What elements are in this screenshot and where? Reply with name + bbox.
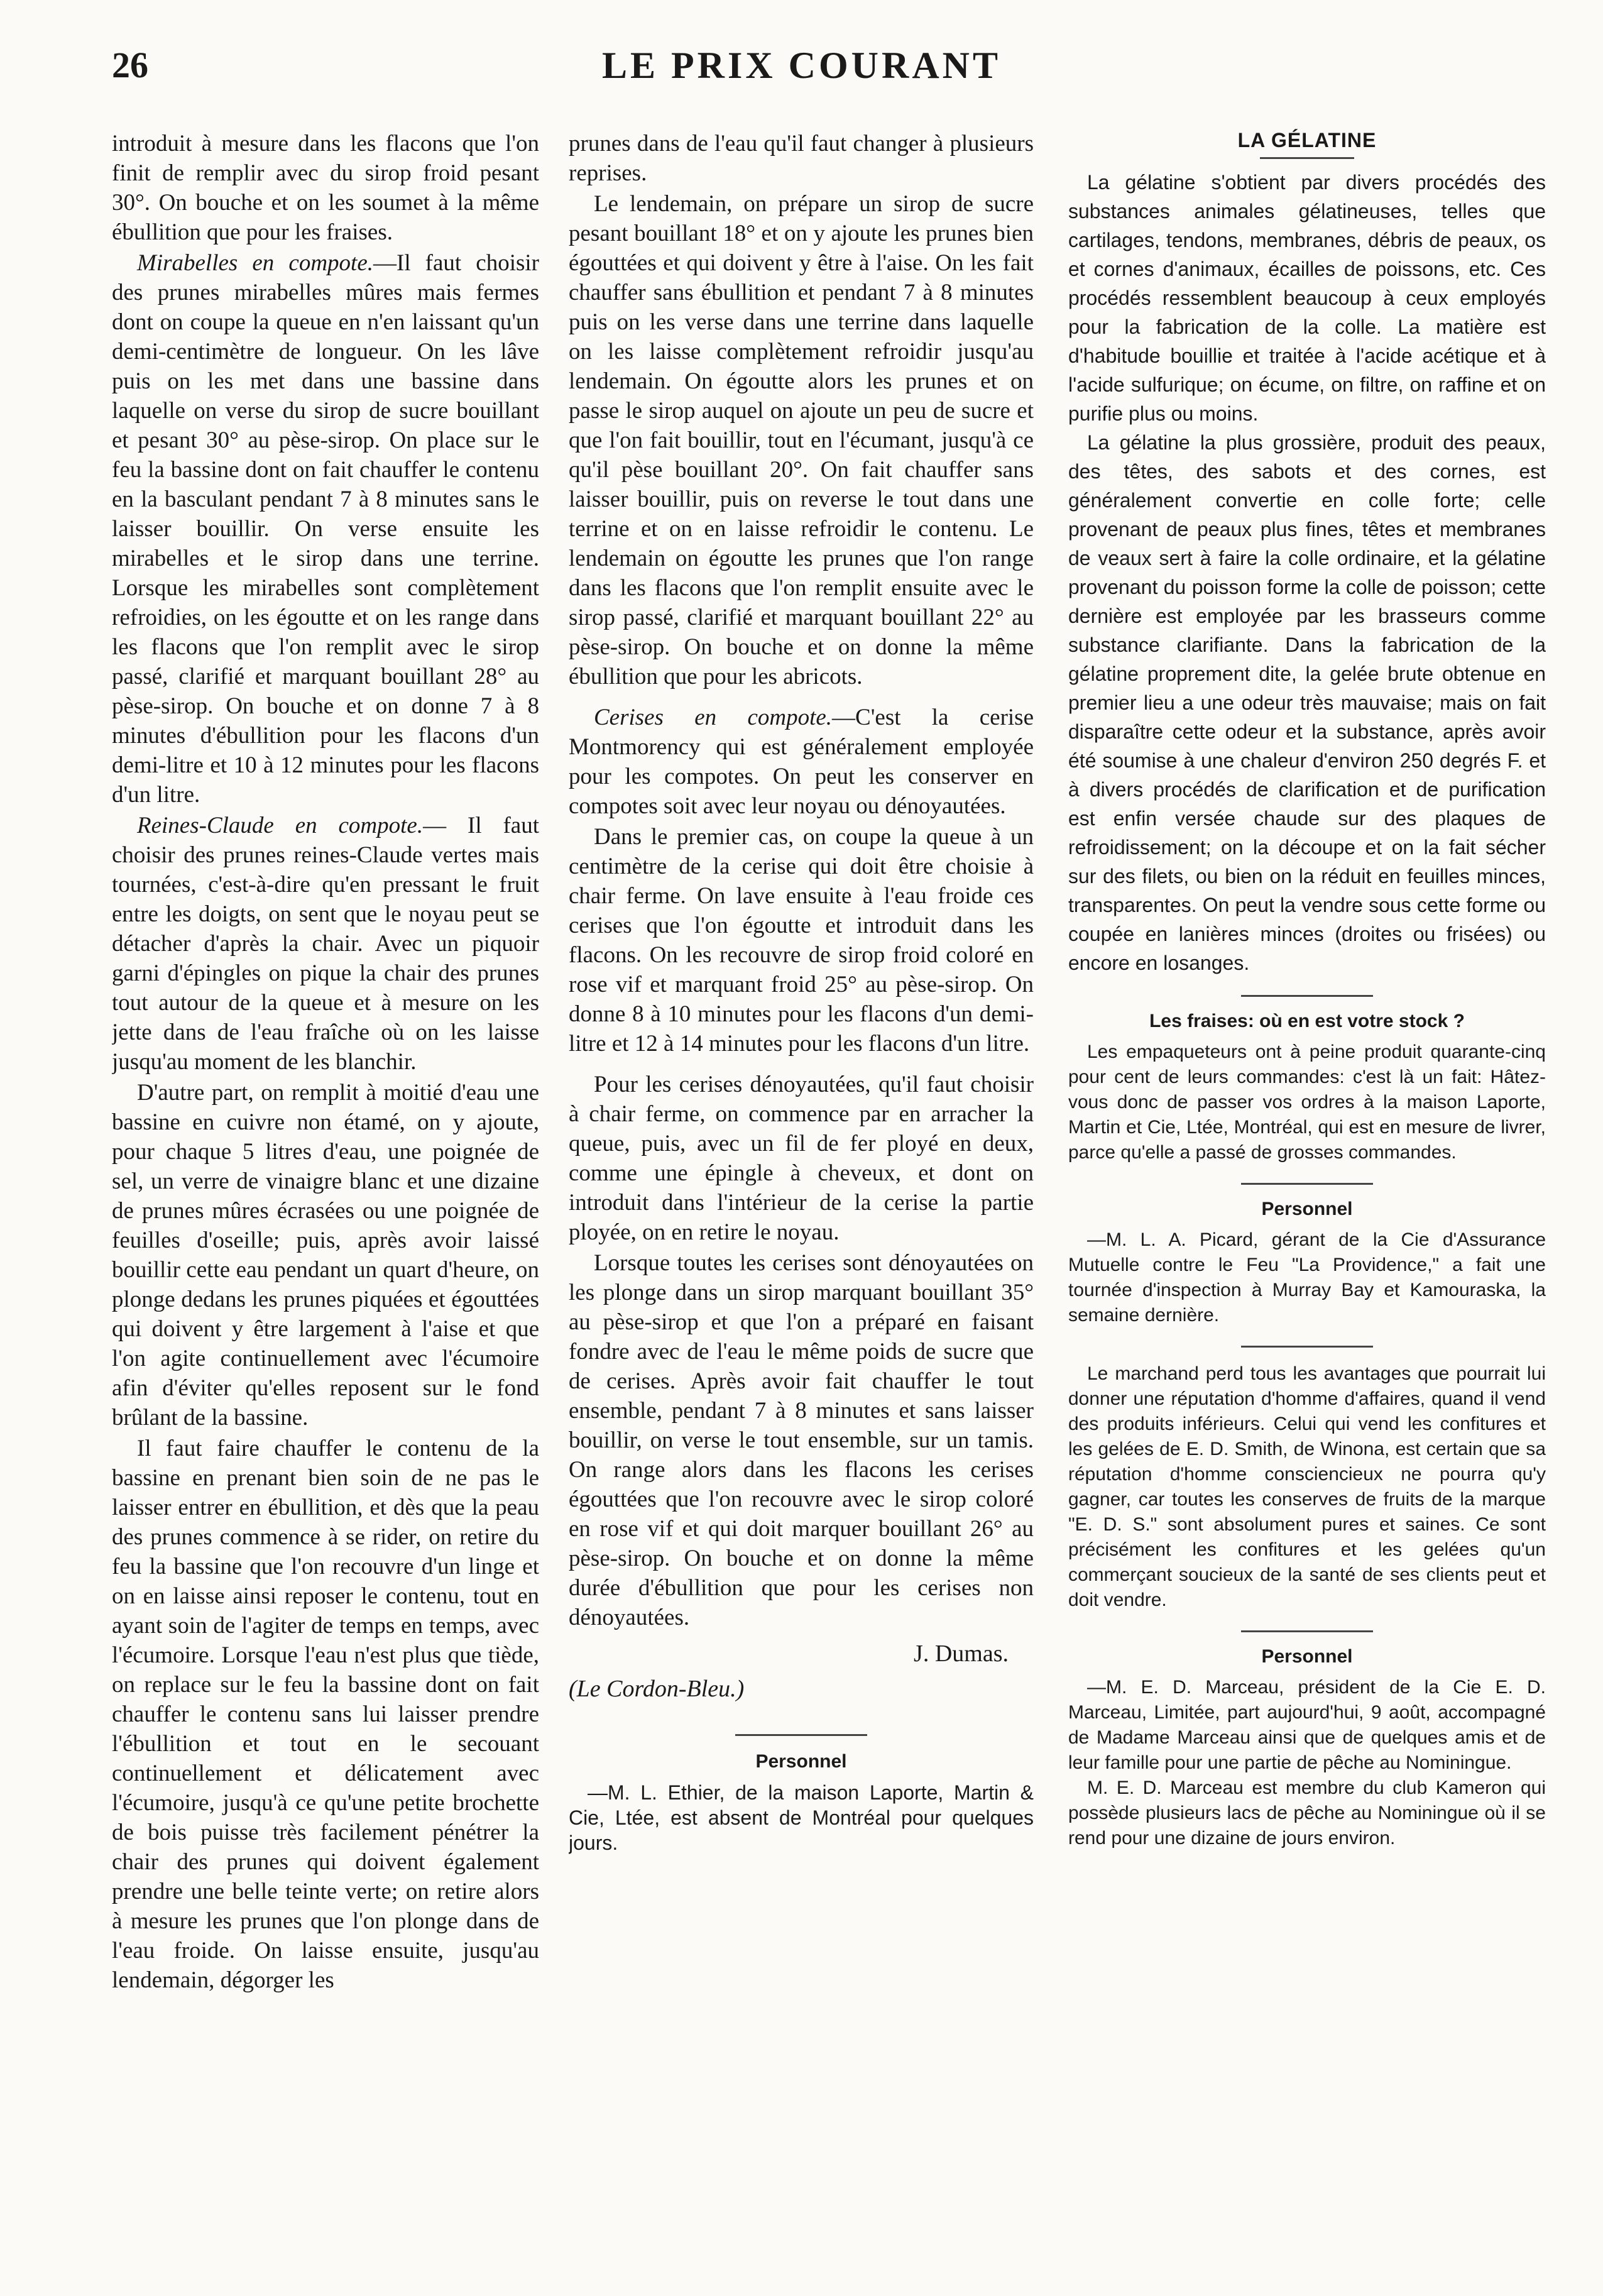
paragraph: introduit à mesure dans les flacons que l'on finit de remplir avec du sirop froid pesant 30°. On bouche et on les soumet à la même ébullition que pour les fraises. xyxy=(112,131,539,245)
paragraph-cerises xyxy=(569,703,1034,821)
paragraph-body: — Il faut choisir des prunes reines-Claude vertes mais tournées, c'est-à-dire qu'en pressant le fruit entre les doigts, on sent que le noyau peut se détacher d'après la chair. Avec un piquoir garni d'épingles on pique la chair des prunes tout autour de la queue et à mesure on les jette dans de l'eau fraîche où on les laisse jusqu'au moment de les blanchir. xyxy=(112,813,539,1075)
author-signature: J. Dumas. xyxy=(914,1640,1009,1667)
paragraph: Pour les cerises dénoyautées, qu'il faut choisir à chair ferme, on commence par en arracher la queue, puis, avec un fil de fer ployé en deux, comme une épingle à cheveux, et dont on introduit dans l'intérieur de la cerise la partie ployée, on en retire le noyau. xyxy=(569,1072,1034,1245)
column-left xyxy=(112,129,539,2253)
paragraph: Le marchand perd tous les avantages que pourrait lui donner une réputation d'homme d'affaires, quand il vend des produits inférieurs. Celui qui vend les confitures et les gelées de E. D. Smith, de Winona, est certain que sa réputation d'homme consciencieux ne pourra qu'y gagner, car toutes les conserves de fruits de la marque "E. D. S." sont absolument pures et saines. Ce sont précisément les confitures et les gelées qu'un commerçant soucieux de la santé de ses clients peut et doit vendre. xyxy=(1068,1363,1546,1610)
paragraph-body: —C'est la cerise Montmorency qui est généralement employée pour les compotes. On peut les conserver en compotes soit avec leur noyau ou dénoyautées. xyxy=(569,705,1034,819)
paragraph-body: —Il faut choisir des prunes mirabelles mûres mais fermes dont on coupe la queue en n'en laissant qu'un demi-centimètre de longueur. On les lâve puis on les met dans une bassine dans laquelle on verse du sirop de sucre bouillant et pesant 30° au pèse-sirop. On place sur le feu la bassine dont on fait chauffer le contenu en la basculant pendant 7 à 8 minutes sans le laisser bouillir. On verse ensuite les mirabelles et le sirop dans une terrine. Lorsque les mirabelles sont complètement refroidies, on les égoutte et on les range dans les flacons que l'on remplit avec le sirop passé, clarifié et marquant bouillant 28° au pèse-sirop. On bouche et on donne 7 à 8 minutes d'ébullition pour les flacons d'un demi-litre et 10 à 12 minutes pour les flacons d'un litre. xyxy=(112,250,539,808)
paragraph: —M. L. Ethier, de la maison Laporte, Martin & Cie, Ltée, est absent de Montréal pour quelques jours. xyxy=(569,1781,1034,1854)
source-citation: (Le Cordon-Bleu.) xyxy=(569,1676,745,1702)
divider xyxy=(1241,1346,1373,1348)
paragraph: M. E. D. Marceau est membre du club Kameron qui possède plusieurs lacs de pêche au Nominingue où il se rend pour une dizaine de jours environ. xyxy=(1068,1777,1546,1848)
divider xyxy=(1241,1183,1373,1185)
paragraph: La gélatine la plus grossière, produit des peaux, des têtes, des sabots et des cornes, est généralement convertie en colle forte; celle provenant de peaux plus fines, têtes et membranes de veaux sert à faire la colle ordinaire, et la gélatine provenant du poisson forme la colle de poisson; cette dernière est employée par les brasseurs comme substance clarifiante. Dans la fabrication de la gélatine proprement dite, la gelée brute obtenue en premier lieu a une odeur très mauvaise; mais on fait disparaître cette odeur et la substance, après avoir été soumise à une chaleur d'environ 250 degrés F. et à divers procédés de clarification et de purification est enfin versée chaude sur des plaques de refroidissement; on la découpe et on la fait sécher sur des filets, ou bien on la réduit en feuilles minces, transparentes. On peut la vendre sous cette forme ou coupée en lanières minces (droites ou frisées) ou encore en losanges. xyxy=(1068,431,1546,974)
personnel-heading: Personnel xyxy=(1261,1646,1353,1667)
fraises-heading: Les fraises: où en est votre stock ? xyxy=(1149,1011,1465,1031)
divider xyxy=(735,1734,867,1736)
divider xyxy=(1241,1630,1373,1632)
paragraph: —M. E. D. Marceau, président de la Cie E. D. Marceau, Limitée, part aujourd'hui, 9 août, accompagné de Madame Marceau ainsi que de quelques amis et de leur famille pour une partie de pêche au Nominingue. xyxy=(1068,1677,1546,1773)
section-title-cerises: Cerises en compote. xyxy=(594,705,833,730)
paragraph: D'autre part, on remplit à moitié d'eau une bassine en cuivre non étamé, on y ajoute, pour chaque 5 litres d'eau, une poignée de sel, un verre de vinaigre blanc et une dizaine de prunes mûres écrasées ou une poignée de feuilles d'oseille; puis, après avoir laissé bouillir cette eau pendant un quart d'heure, on plonge dedans les prunes piquées et égouttées qui doivent y être largement à l'aise et que l'on agite continuellement avec l'écumoire afin d'éviter qu'elles reposent sur le fond brûlant de la bassine. xyxy=(112,1080,539,1431)
paragraph: Il faut faire chauffer le contenu de la bassine en prenant bien soin de ne pas le laisser entrer en ébullition, et dès que la peau des prunes commence à se rider, on retire du feu la bassine que l'on recouvre d'un linge et on en laisse ainsi reposer le contenu, tout en ayant soin de l'agiter de temps en temps, avec l'écumoire. Lorsque l'eau n'est plus que tiède, on replace sur le feu la bassine dont on fait chauffer le contenu sans lui laisser prendre l'ébullition et tout en le secouant continuellement et délicatement avec l'écumoire, jusqu'à ce qu'une petite brochette de bois puisse très facilement pénétrer la chair des prunes qui doivent également prendre une belle teinte verte; on retire alors à mesure les prunes que l'on plonge dans de l'eau froide. On laisse ensuite, jusqu'au lendemain, dégorger les xyxy=(112,1436,539,1993)
masthead-title: LE PRIX COURANT xyxy=(601,45,1002,86)
paragraph: prunes dans de l'eau qu'il faut changer à plusieurs reprises. xyxy=(569,131,1034,186)
paragraph: Lorsque toutes les cerises sont dénoyautées on les plonge dans un sirop marquant bouillant 35° au pèse-sirop et que l'on a préparé en faisant fondre avec de l'eau le même poids de sucre que de cerises. Après avoir fait chauffer le tout ensemble, pendant 7 à 8 minutes et sans laisser bouillir, on verse le tout ensemble, sur un tamis. On range alors dans les flacons les cerises égouttées que l'on recouvre avec le sirop coloré en rose vif et qui doit marquer bouillant 26° au pèse-sirop. On bouche et on donne la même durée d'ébullition que pour les cerises non dénoyautées. xyxy=(569,1250,1034,1630)
paragraph: Les empaqueteurs ont à peine produit quarante-cinq pour cent de leurs commandes: c'est là un fait: Hâtez-vous donc de passer vos ordres à la maison Laporte, Martin et Cie, Ltée, Montréal, qui est en mesure de livrer, parce qu'elle a passé de grosses commandes. xyxy=(1068,1041,1546,1163)
paragraph: Le lendemain, on prépare un sirop de sucre pesant bouillant 18° et on y ajoute les prunes bien égouttées et qui doivent y être à l'aise. On les fait chauffer sans ébullition et pendant 7 à 8 minutes puis on les verse dans une terrine dans laquelle on les laisse complètement refroidir jusqu'au lendemain. On égoutte alors les prunes et on passe le sirop auquel on ajoute un peu de sucre et que l'on fait bouillir, tout en l'écumant, jusqu'à ce qu'il pèse bouillant 20°. On fait chauffer sans laisser bouillir, puis on reverse le tout dans une terrine et on en laisse refroidir le contenu. Le lendemain on égoutte les prunes que l'on range dans les flacons que l'on remplit ensuite avec le sirop passé, clarifié et marquant bouillant 22° au pèse-sirop. On bouche et on donne la même ébullition que pour les abricots. xyxy=(569,191,1034,689)
personnel-heading: Personnel xyxy=(1261,1199,1353,1219)
heading-underline xyxy=(1260,157,1354,159)
gelatine-heading: LA GÉLATINE xyxy=(1237,129,1377,151)
page-number: 26 xyxy=(112,45,148,85)
divider xyxy=(1241,995,1373,997)
paragraph-mirabelles xyxy=(112,248,539,810)
paragraph: —M. L. A. Picard, gérant de la Cie d'Assurance Mutuelle contre le Feu "La Providence," a fait une tournée d'inspection à Murray Bay et Kamouraska, la semaine dernière. xyxy=(1068,1229,1546,1326)
column-middle xyxy=(569,129,1034,2253)
personnel-ethier-section xyxy=(569,1751,1034,1855)
section-title-reines-claude: Reines-Claude en compote. xyxy=(137,813,424,838)
paragraph-reines-claude xyxy=(112,811,539,1077)
page-header xyxy=(0,44,1603,94)
section-heading: Personnel xyxy=(755,1751,847,1772)
column-right xyxy=(1068,129,1546,2253)
section-title-mirabelles: Mirabelles en compote. xyxy=(137,250,373,276)
paragraph: Dans le premier cas, on coupe la queue à un centimètre de la cerise qui doit être choisie à chair ferme. On lave ensuite à l'eau froide ces cerises que l'on égoutte et introduit dans les flacons. On les recouvre de sirop froid coloré en rose vif et marquant froid 25° au pèse-sirop. On donne 8 à 10 minutes pour les flacons d'un demi-litre et 12 à 14 minutes pour les flacons d'un litre. xyxy=(569,824,1034,1057)
paragraph: La gélatine s'obtient par divers procédés des substances animales gélatineuses, telles que cartilages, tendons, membranes, débris de peaux, os et cornes d'animaux, écailles de poissons, etc. Ces procédés ressemblent beaucoup à ceux employés pour la fabrication de la colle. La matière est d'habitude bouillie et traitée à l'acide acétique et à l'acide sulfurique; on écume, on filtre, on raffine et on purifie plus ou moins. xyxy=(1068,171,1546,425)
